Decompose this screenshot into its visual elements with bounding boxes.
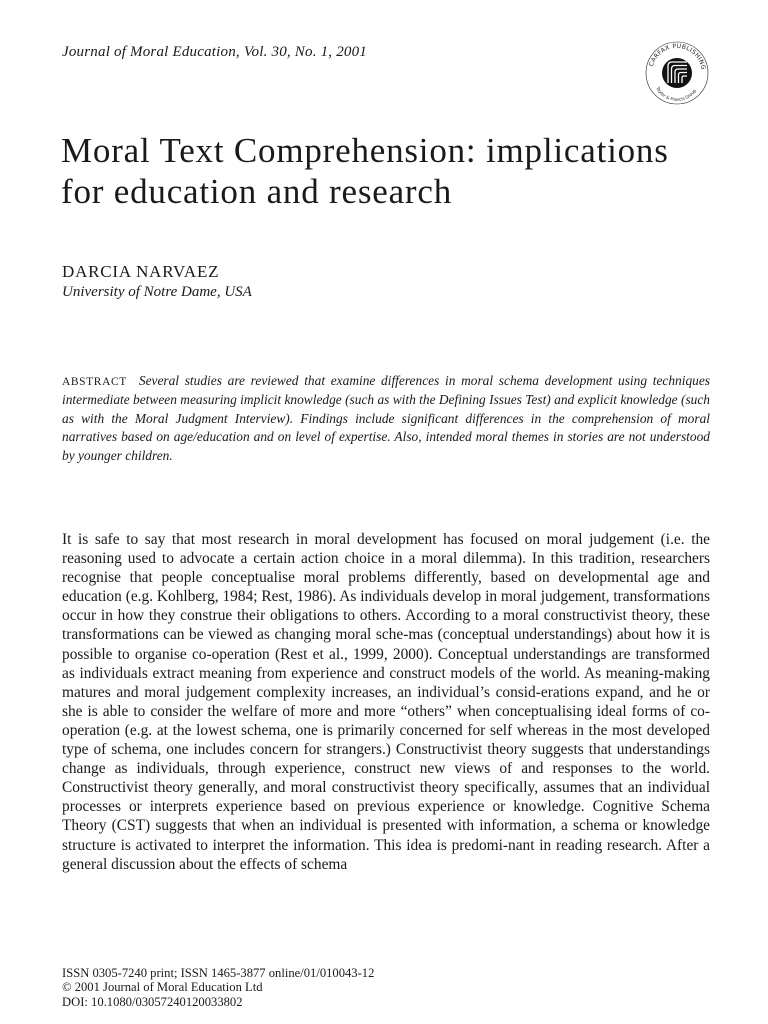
- author-affiliation: University of Notre Dame, USA: [62, 284, 252, 300]
- footer-doi: DOI: 10.1080/03057240120033802: [62, 994, 243, 1009]
- body-paragraph: It is safe to say that most research in moral development has focused on moral judgement (i.e. the reasoning used to advocate a certain action choice in a moral dilemma). In this tradition, researchers recognise that people conceptualise moral problems differently, based on developmental age and education (e.g. Kohlberg, 1984; Rest, 1986). As individuals develop in moral judgement, transformations occur in how they construe their obligations to others. According to a moral constructivist theory, these transformations can be viewed as changing moral sche-mas (conceptual understandings) about how it is possible to organise co-operation (Rest et al., 1999, 2000). Conceptual understandings are transformed as individuals extract meaning from experience and construct models of the world. As meaning-making matures and moral judgement complexity increases, an individual’s consid-erations expand, and he or she is able to consider the welfare of more and more “others” when conceptualising ideal forms of co-operation (e.g. at the lowest schema, one is primarily concerned for self whereas in the most developed type of schema, one includes concern for strangers.) Constructivist theory suggests that understandings change as individuals, through experience, construct new views of and responses to the world. Constructivist theory generally, and moral constructivist theory specifically, assumes that an individual processes or interprets experience based on previous experience or knowledge. Cognitive Schema Theory (CST) suggests that when an individual is presented with information, a schema or knowledge structure is activated to interpret the information. This idea is predomi-nant in reading research. After a general discussion about the effects of schema: [62, 531, 710, 873]
- footer: [62, 966, 374, 1009]
- abstract-label: ABSTRACT: [62, 376, 127, 388]
- author-name: DARCIA NARVAEZ: [62, 262, 220, 281]
- abstract: [62, 372, 710, 465]
- body-text: [62, 530, 710, 874]
- svg-text:CARFAX PUBLISHING: CARFAX PUBLISHING: [647, 42, 707, 71]
- svg-text:Taylor & Francis Group: Taylor & Francis Group: [654, 86, 698, 104]
- footer-copyright: © 2001 Journal of Moral Education Ltd: [62, 980, 263, 995]
- abstract-text: Several studies are reviewed that examine differences in moral schema development using techniques intermediate between measuring implicit knowledge (such as with the Defining Issues Test) and explicit knowledge (such as with the Moral Judgment Interview). Findings include significant differences in the comprehension of moral narratives based on age/education and on level of expertise. Also, intended moral themes in stories are not understood by younger children.: [62, 373, 710, 463]
- carfax-publishing-logo-icon: [644, 40, 710, 106]
- footer-issn: ISSN 0305-7240 print; ISSN 1465-3877 online/01/010043-12: [62, 966, 375, 980]
- journal-header: Journal of Moral Education, Vol. 30, No. 1, 2001: [62, 44, 368, 60]
- article-title: Moral Text Comprehension: implications for education and research: [61, 131, 669, 211]
